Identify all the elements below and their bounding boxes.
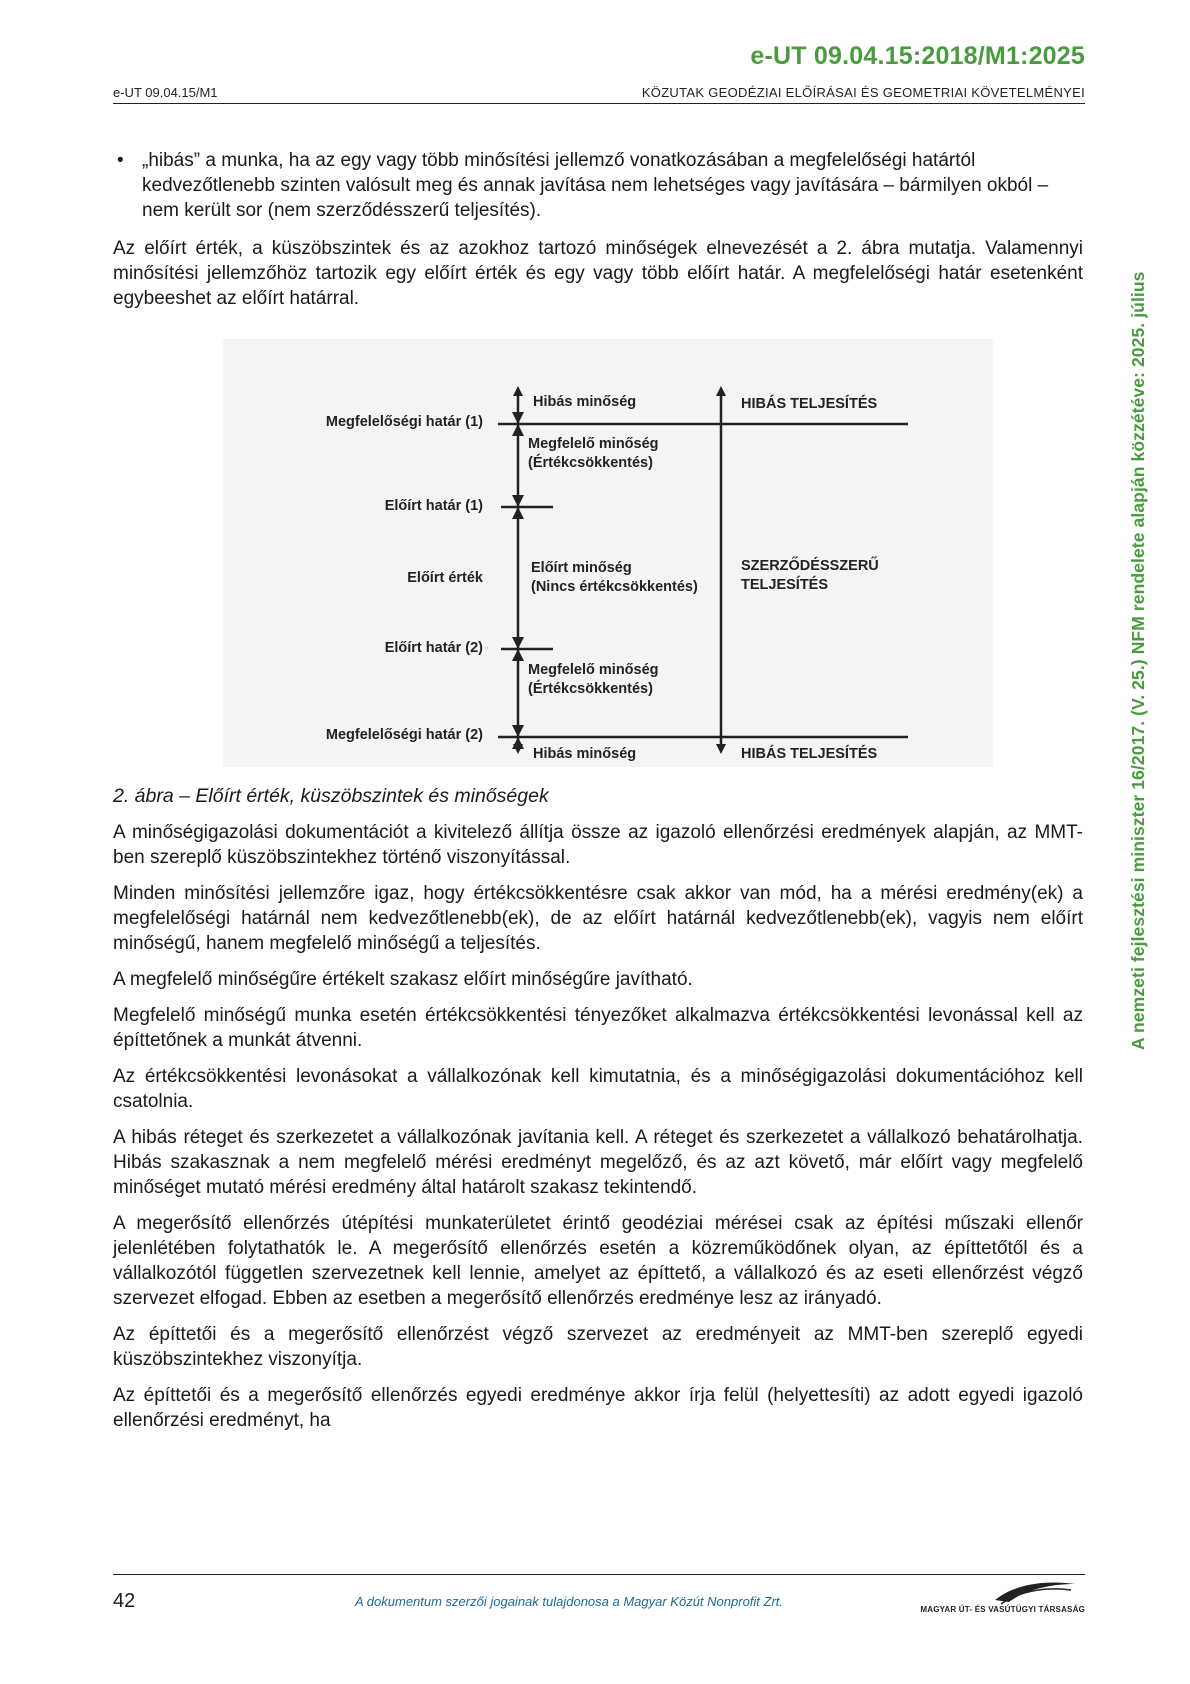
label-nincs-ertekcsokkentes: (Nincs értékcsökkentés) bbox=[531, 579, 698, 595]
threshold-diagram bbox=[223, 339, 993, 767]
footer-divider bbox=[113, 1574, 1085, 1575]
arrow-eloirt-hatar-1-down bbox=[512, 495, 524, 507]
body-paragraph: A megfelelő minőségűre értékelt szakasz előírt minőségűre javítható. bbox=[113, 969, 693, 990]
arrow-eloirt-hatar-2-up bbox=[512, 649, 524, 661]
intro-paragraph: Az előírt érték, a küszöbszintek és az azokhoz tartozó minőségek elnevezését a 2. ábra mutatja. Valamennyi minősítési jellemzőhöz tartozik egy előírt érték és egy vagy több előírt határ. A megfelelőségi határ esetenként egybeeshet az előírt határral. bbox=[113, 238, 1083, 309]
label-megfelelo-minoseg-2: Megfelelő minőség bbox=[528, 662, 659, 678]
society-logo bbox=[920, 1578, 1085, 1614]
body-paragraph: Megfelelő minőségű munka esetén értékcsökkentési tényezőket alkalmazva értékcsökkentési levonással kell az építtetőnek a munkát átvenni. bbox=[113, 1005, 1083, 1051]
label-eloirt-hatar-1: Előírt határ (1) bbox=[384, 498, 483, 514]
footer-copyright: A dokumentum szerzői jogainak tulajdonosa a Magyar Közút Nonprofit Zrt. bbox=[355, 1594, 784, 1609]
arrow-eloirt-hatar-1-up bbox=[512, 507, 524, 519]
label-teljesites: TELJESÍTÉS bbox=[741, 577, 829, 593]
label-hibas-teljesites-top: HIBÁS TELJESÍTÉS bbox=[741, 396, 878, 412]
label-ertekcsokkentes-1: (Értékcsökkentés) bbox=[528, 455, 653, 471]
body-paragraph: A minőségigazolási dokumentációt a kivitelező állítja össze az igazoló ellenőrzési eredmények alapján, az MMT-ben szereplő küszöbszintekhez történő viszonyítással. bbox=[113, 822, 1083, 868]
label-ertekcsokkentes-2: (Értékcsökkentés) bbox=[528, 681, 653, 697]
side-publication-note: A nemzeti fejlesztési miniszter 16/2017. (V. 25.) NFM rendelete alapján közzétéve: 2025. július bbox=[1128, 271, 1148, 1050]
bullet-dot-icon: • bbox=[117, 150, 124, 171]
label-megfelelosegi-hatar-2: Megfelelőségi határ (2) bbox=[325, 727, 483, 743]
header-left-code: e-UT 09.04.15/M1 bbox=[113, 85, 218, 100]
page-number: 42 bbox=[113, 1590, 136, 1612]
arrow-eloirt-hatar-2-down bbox=[512, 637, 524, 649]
body-paragraph: Az értékcsökkentési levonásokat a vállalkozónak kell kimutatnia, és a minőségigazolási dokumentációhoz kell csatolnia. bbox=[113, 1066, 1083, 1112]
label-eloirt-hatar-2: Előírt határ (2) bbox=[384, 640, 483, 656]
body-paragraph: Minden minősítési jellemzőre igaz, hogy értékcsökkentésre csak akkor van mód, ha a mérési eredmény(ek) a megfelelőségi határnál nem kedvezőtlenebb(ek), de az előírt határnál kedvezőtlenebb(ek), vagyis nem előírt minőségű, hanem megfelelő minőségű a teljesítés. bbox=[113, 883, 1083, 954]
page-content bbox=[113, 148, 1083, 1444]
label-szerzodesszeru: SZERZŐDÉSSZERŰ bbox=[741, 558, 879, 574]
arrow-mh1-down bbox=[512, 412, 524, 424]
document-code: e-UT 09.04.15:2018/M1:2025 bbox=[750, 42, 1085, 70]
arrow-mh2-down bbox=[512, 725, 524, 737]
logo-label: MAGYAR ÚT- ÉS VASÚTÜGYI TÁRSASÁG bbox=[920, 1605, 1085, 1614]
label-eloirt-ertek: Előírt érték bbox=[407, 570, 483, 586]
body-paragraph: A hibás réteget és szerkezetet a vállalkozónak javítania kell. A réteget és szerkezetet a vállalkozó behatárolhatja. Hibás szakasznak a nem megfelelő mérési eredményt megelőző, és az azt követő, már előírt vagy megfelelő minőséget mutató mérési eredmény által határolt szakasz tekintendő. bbox=[113, 1127, 1083, 1198]
bullet-text: „hibás” a munka, ha az egy vagy több minősítési jellemző vonatkozásában a megfelelőségi határtól kedvezőtlenebb szinten valósult meg és annak javítása nem lehetséges vagy javítására – bármilyen okból – nem került sor (nem szerződésszerű teljesítés). bbox=[142, 150, 1049, 221]
arrow-mh1-up bbox=[512, 424, 524, 436]
figure-caption: 2. ábra – Előírt érték, küszöbszintek és minőségek bbox=[113, 785, 549, 807]
label-megfelelo-minoseg-1: Megfelelő minőség bbox=[528, 436, 659, 452]
label-hibas-teljesites-bottom: HIBÁS TELJESÍTÉS bbox=[741, 746, 878, 762]
arrow-mh2-up bbox=[512, 737, 524, 749]
body-paragraph: Az építtetői és a megerősítő ellenőrzés egyedi eredménye akkor írja felül (helyettesíti) az adott egyedi igazoló ellenőrzési eredményt, ha bbox=[113, 1385, 1083, 1431]
label-megfelelosegi-hatar-1: Megfelelőségi határ (1) bbox=[325, 414, 483, 430]
label-hibas-minoseg-bottom: Hibás minőség bbox=[533, 746, 637, 762]
header-title: KÖZUTAK GEODÉZIAI ELŐÍRÁSAI ÉS GEOMETRIAI KÖVETELMÉNYEI bbox=[641, 85, 1085, 100]
label-hibas-minoseg-top: Hibás minőség bbox=[533, 394, 637, 410]
header-divider bbox=[113, 103, 1085, 104]
body-paragraph: Az építtetői és a megerősítő ellenőrzést végző szervezet az eredményeit az MMT-ben szereplő egyedi küszöbszintekhez viszonyítja. bbox=[113, 1324, 1083, 1370]
body-paragraph: A megerősítő ellenőrzés útépítési munkaterületet érintő geodéziai mérései csak az építési műszaki ellenőr jelenlétében folytathatók le. A megerősítő ellenőrzés esetén a közreműködőnek olyan, az építtetőtől és a vállalkozótól független szervezetnek kell lennie, amelyet az építtető, a vállalkozó és az eseti ellenőrzést végző szervezet elfogad. Ebben az esetben a megerősítő ellenőrzés eredménye lesz az irányadó. bbox=[113, 1213, 1083, 1309]
label-eloirt-minoseg: Előírt minőség bbox=[531, 560, 632, 576]
bullet-item bbox=[113, 148, 1083, 223]
